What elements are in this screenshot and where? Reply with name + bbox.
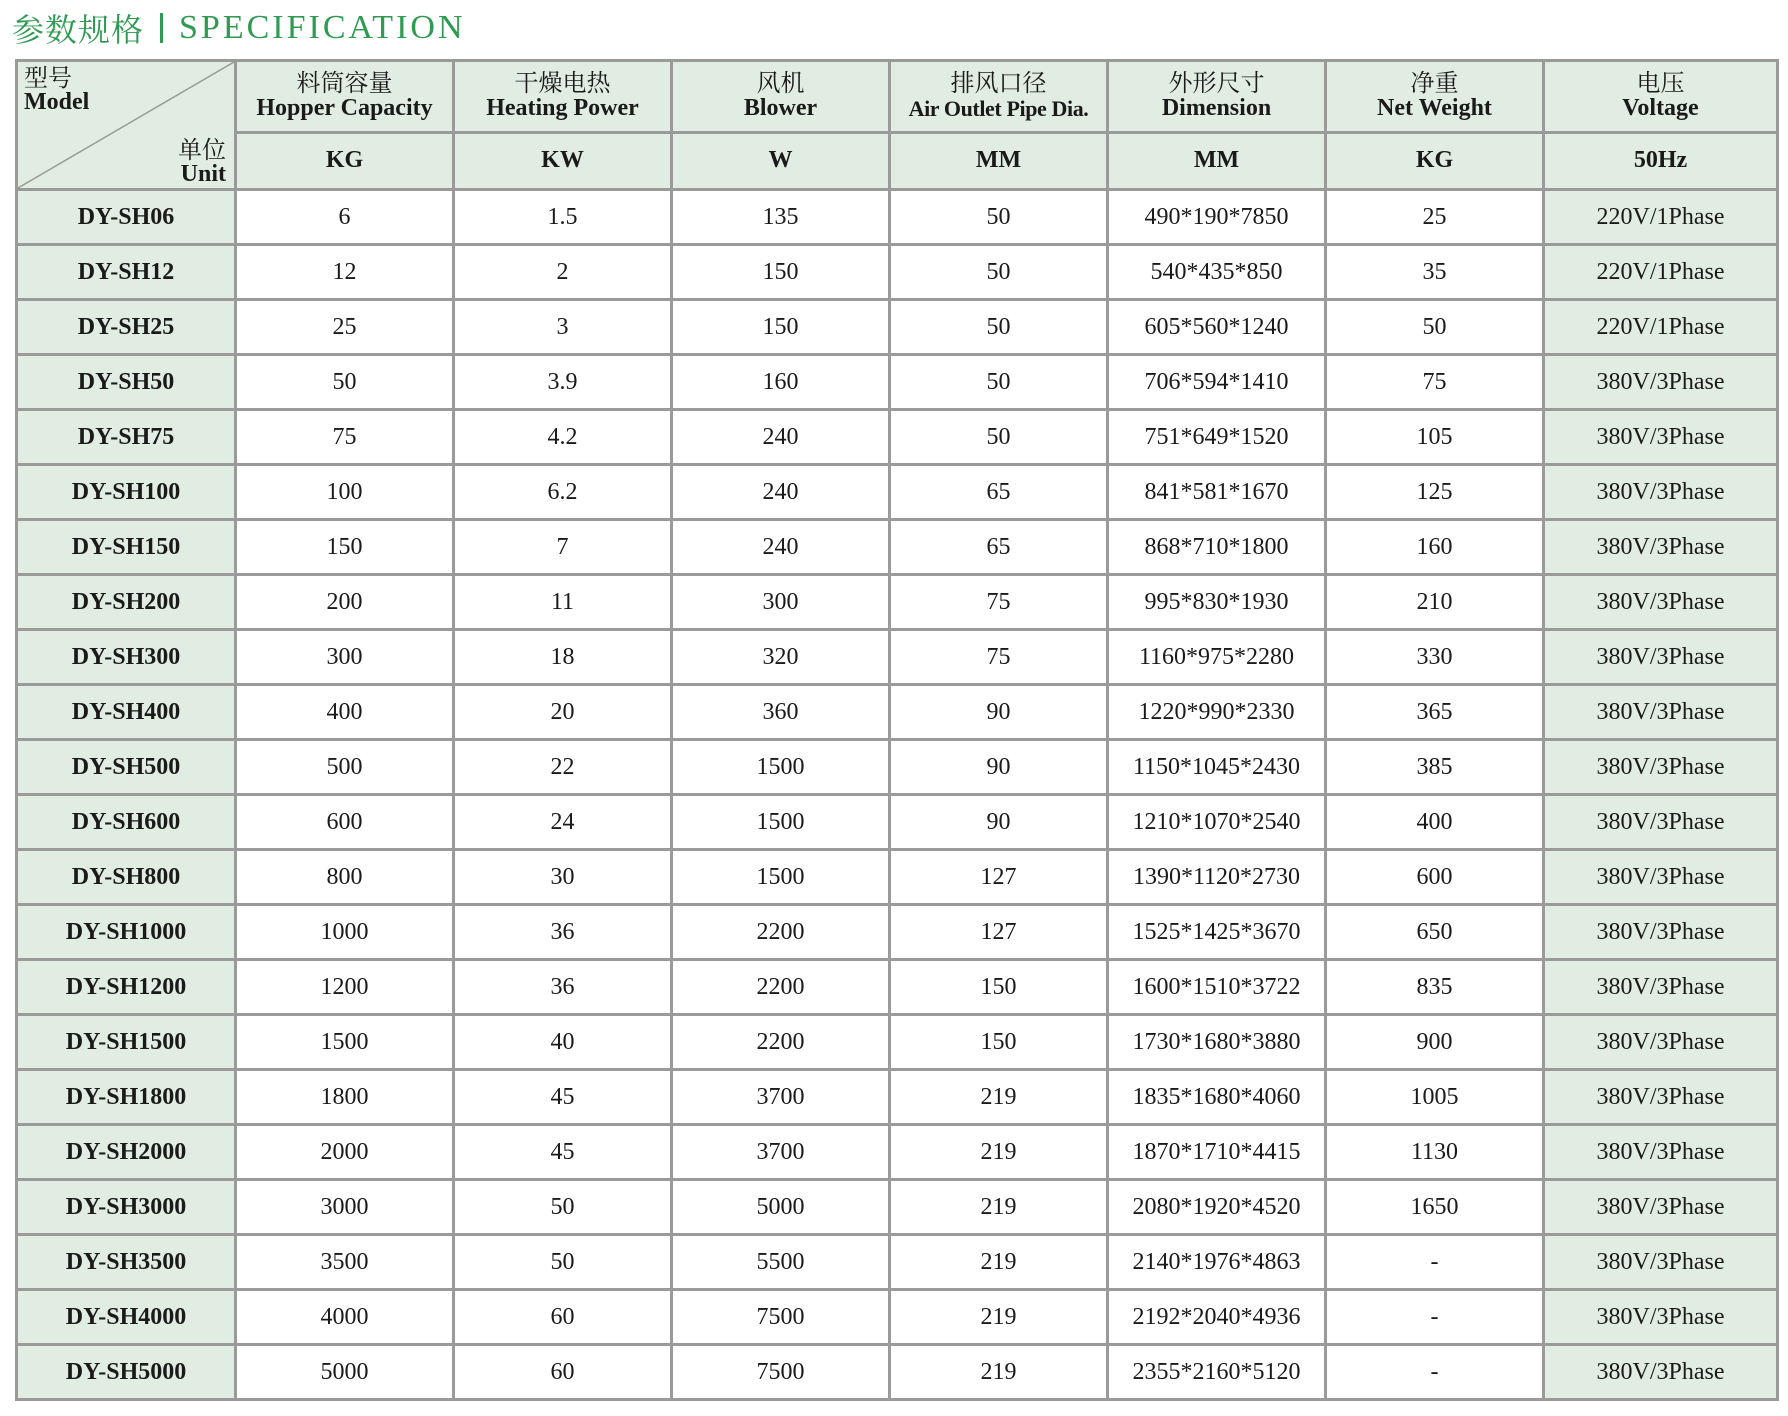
outlet-cell: 50 — [890, 355, 1108, 410]
weight-cell: - — [1326, 1290, 1544, 1345]
column-header-en: Dimension — [1161, 95, 1272, 122]
dimension-cell: 2080*1920*4520 — [1108, 1180, 1326, 1235]
model-cell: DY-SH3500 — [17, 1235, 236, 1290]
dimension-cell: 1390*1120*2730 — [1108, 850, 1326, 905]
header-row-units — [17, 132, 1778, 189]
title-zh: 参数规格 — [12, 11, 145, 49]
heating-cell: 7 — [454, 520, 672, 575]
capacity-cell: 1500 — [236, 1015, 454, 1070]
table-row — [17, 905, 1778, 960]
voltage-cell: 220V/1Phase — [1544, 245, 1778, 300]
table-row — [17, 465, 1778, 520]
voltage-cell: 380V/3Phase — [1544, 1070, 1778, 1125]
capacity-cell: 75 — [236, 410, 454, 465]
capacity-cell: 200 — [236, 575, 454, 630]
model-cell: DY-SH1500 — [17, 1015, 236, 1070]
voltage-cell: 380V/3Phase — [1544, 795, 1778, 850]
blower-cell: 300 — [672, 575, 890, 630]
outlet-cell: 219 — [890, 1235, 1108, 1290]
dimension-cell: 1210*1070*2540 — [1108, 795, 1326, 850]
heating-cell: 40 — [454, 1015, 672, 1070]
column-header-zh: 干燥电热 — [514, 69, 611, 98]
blower-cell: 2200 — [672, 960, 890, 1015]
voltage-cell: 380V/3Phase — [1544, 575, 1778, 630]
dimension-cell: 1220*990*2330 — [1108, 685, 1326, 740]
blower-cell: 3700 — [672, 1070, 890, 1125]
blower-cell: 360 — [672, 685, 890, 740]
heating-cell: 20 — [454, 685, 672, 740]
capacity-cell: 25 — [236, 300, 454, 355]
table-row — [17, 1070, 1778, 1125]
weight-cell: 210 — [1326, 575, 1544, 630]
voltage-cell: 380V/3Phase — [1544, 1235, 1778, 1290]
heating-cell: 3 — [454, 300, 672, 355]
voltage-cell: 380V/3Phase — [1544, 1345, 1778, 1400]
heating-cell: 30 — [454, 850, 672, 905]
dimension-cell: 1150*1045*2430 — [1108, 740, 1326, 795]
model-cell: DY-SH600 — [17, 795, 236, 850]
table-row — [17, 1345, 1778, 1400]
column-header-en: Net Weight — [1377, 95, 1492, 122]
dimension-cell: 995*830*1930 — [1108, 575, 1326, 630]
weight-cell: 105 — [1326, 410, 1544, 465]
weight-cell: 900 — [1326, 1015, 1544, 1070]
table-row — [17, 1290, 1778, 1345]
column-header — [1326, 61, 1544, 133]
spec-table-header — [17, 61, 1778, 190]
blower-cell: 5500 — [672, 1235, 890, 1290]
blower-cell: 7500 — [672, 1290, 890, 1345]
capacity-cell: 2000 — [236, 1125, 454, 1180]
heating-cell: 36 — [454, 960, 672, 1015]
capacity-cell: 500 — [236, 740, 454, 795]
page-title — [12, 6, 466, 50]
table-row — [17, 630, 1778, 685]
title-separator — [160, 13, 163, 43]
column-header-zh: 料筒容量 — [296, 69, 393, 98]
dimension-cell: 2140*1976*4863 — [1108, 1235, 1326, 1290]
column-unit: MM — [890, 132, 1108, 189]
column-header-zh: 电压 — [1636, 69, 1685, 98]
heating-cell: 6.2 — [454, 465, 672, 520]
model-cell: DY-SH200 — [17, 575, 236, 630]
voltage-cell: 380V/3Phase — [1544, 1180, 1778, 1235]
corner-cell — [17, 61, 236, 190]
dimension-cell: 706*594*1410 — [1108, 355, 1326, 410]
table-row — [17, 300, 1778, 355]
blower-cell: 1500 — [672, 740, 890, 795]
header-row-names — [17, 61, 1778, 133]
spec-table — [15, 59, 1779, 1401]
weight-cell: 160 — [1326, 520, 1544, 575]
capacity-cell: 800 — [236, 850, 454, 905]
spec-table-body — [17, 190, 1778, 1400]
outlet-cell: 219 — [890, 1125, 1108, 1180]
dimension-cell: 540*435*850 — [1108, 245, 1326, 300]
outlet-cell: 219 — [890, 1345, 1108, 1400]
capacity-cell: 5000 — [236, 1345, 454, 1400]
column-header-en: Hopper Capacity — [256, 95, 433, 122]
table-row — [17, 575, 1778, 630]
table-row — [17, 795, 1778, 850]
heating-cell: 1.5 — [454, 190, 672, 245]
outlet-cell: 150 — [890, 960, 1108, 1015]
column-header-en: Voltage — [1622, 95, 1699, 122]
model-cell: DY-SH50 — [17, 355, 236, 410]
heating-cell: 11 — [454, 575, 672, 630]
voltage-cell: 380V/3Phase — [1544, 355, 1778, 410]
dimension-cell: 868*710*1800 — [1108, 520, 1326, 575]
model-cell: DY-SH1200 — [17, 960, 236, 1015]
table-row — [17, 190, 1778, 245]
model-cell: DY-SH12 — [17, 245, 236, 300]
column-header-zh: 净重 — [1410, 69, 1459, 98]
weight-cell: 835 — [1326, 960, 1544, 1015]
column-header — [1108, 61, 1326, 133]
heating-cell: 60 — [454, 1345, 672, 1400]
corner-unit-label — [178, 138, 226, 186]
model-cell: DY-SH150 — [17, 520, 236, 575]
capacity-cell: 3500 — [236, 1235, 454, 1290]
weight-cell: 600 — [1326, 850, 1544, 905]
heating-cell: 24 — [454, 795, 672, 850]
dimension-cell: 490*190*7850 — [1108, 190, 1326, 245]
heating-cell: 4.2 — [454, 410, 672, 465]
table-row — [17, 1235, 1778, 1290]
outlet-cell: 50 — [890, 410, 1108, 465]
voltage-cell: 380V/3Phase — [1544, 1290, 1778, 1345]
heating-cell: 60 — [454, 1290, 672, 1345]
column-header — [1544, 61, 1778, 133]
weight-cell: 1005 — [1326, 1070, 1544, 1125]
voltage-cell: 380V/3Phase — [1544, 410, 1778, 465]
table-row — [17, 685, 1778, 740]
blower-cell: 240 — [672, 465, 890, 520]
dimension-cell: 1835*1680*4060 — [1108, 1070, 1326, 1125]
capacity-cell: 1200 — [236, 960, 454, 1015]
blower-cell: 240 — [672, 520, 890, 575]
dimension-cell: 2192*2040*4936 — [1108, 1290, 1326, 1345]
heating-cell: 3.9 — [454, 355, 672, 410]
voltage-cell: 380V/3Phase — [1544, 1015, 1778, 1070]
blower-cell: 135 — [672, 190, 890, 245]
outlet-cell: 50 — [890, 300, 1108, 355]
outlet-cell: 127 — [890, 905, 1108, 960]
capacity-cell: 4000 — [236, 1290, 454, 1345]
dimension-cell: 1160*975*2280 — [1108, 630, 1326, 685]
voltage-cell: 380V/3Phase — [1544, 630, 1778, 685]
voltage-cell: 380V/3Phase — [1544, 905, 1778, 960]
voltage-cell: 380V/3Phase — [1544, 1125, 1778, 1180]
column-header-en: Air Outlet Pipe Dia. — [908, 96, 1089, 122]
model-cell: DY-SH5000 — [17, 1345, 236, 1400]
capacity-cell: 300 — [236, 630, 454, 685]
blower-cell: 5000 — [672, 1180, 890, 1235]
blower-cell: 2200 — [672, 1015, 890, 1070]
column-header-en: Heating Power — [486, 95, 639, 122]
outlet-cell: 219 — [890, 1070, 1108, 1125]
table-row — [17, 740, 1778, 795]
capacity-cell: 150 — [236, 520, 454, 575]
weight-cell: - — [1326, 1345, 1544, 1400]
table-row — [17, 850, 1778, 905]
outlet-cell: 65 — [890, 520, 1108, 575]
table-row — [17, 355, 1778, 410]
dimension-cell: 605*560*1240 — [1108, 300, 1326, 355]
outlet-cell: 219 — [890, 1180, 1108, 1235]
column-unit: KW — [454, 132, 672, 189]
outlet-cell: 219 — [890, 1290, 1108, 1345]
voltage-cell: 220V/1Phase — [1544, 190, 1778, 245]
capacity-cell: 100 — [236, 465, 454, 520]
column-header — [890, 61, 1108, 133]
corner-unit-en: Unit — [180, 161, 226, 187]
blower-cell: 240 — [672, 410, 890, 465]
model-cell: DY-SH25 — [17, 300, 236, 355]
column-unit: MM — [1108, 132, 1326, 189]
blower-cell: 150 — [672, 245, 890, 300]
outlet-cell: 90 — [890, 795, 1108, 850]
table-row — [17, 1180, 1778, 1235]
column-header — [236, 61, 454, 133]
title-en: SPECIFICATION — [179, 9, 466, 46]
dimension-cell: 1600*1510*3722 — [1108, 960, 1326, 1015]
weight-cell: - — [1326, 1235, 1544, 1290]
blower-cell: 150 — [672, 300, 890, 355]
model-cell: DY-SH3000 — [17, 1180, 236, 1235]
voltage-cell: 380V/3Phase — [1544, 740, 1778, 795]
outlet-cell: 90 — [890, 740, 1108, 795]
capacity-cell: 50 — [236, 355, 454, 410]
column-header — [672, 61, 890, 133]
blower-cell: 160 — [672, 355, 890, 410]
column-unit: W — [672, 132, 890, 189]
outlet-cell: 65 — [890, 465, 1108, 520]
dimension-cell: 1870*1710*4415 — [1108, 1125, 1326, 1180]
column-header-zh: 风机 — [756, 69, 805, 98]
dimension-cell: 841*581*1670 — [1108, 465, 1326, 520]
table-row — [17, 1015, 1778, 1070]
weight-cell: 365 — [1326, 685, 1544, 740]
model-cell: DY-SH800 — [17, 850, 236, 905]
column-unit: KG — [236, 132, 454, 189]
model-cell: DY-SH75 — [17, 410, 236, 465]
column-unit: 50Hz — [1544, 132, 1778, 189]
weight-cell: 330 — [1326, 630, 1544, 685]
column-header-zh: 排风口径 — [950, 69, 1047, 98]
voltage-cell: 220V/1Phase — [1544, 300, 1778, 355]
table-row — [17, 960, 1778, 1015]
outlet-cell: 127 — [890, 850, 1108, 905]
weight-cell: 75 — [1326, 355, 1544, 410]
blower-cell: 7500 — [672, 1345, 890, 1400]
capacity-cell: 1800 — [236, 1070, 454, 1125]
outlet-cell: 75 — [890, 630, 1108, 685]
outlet-cell: 150 — [890, 1015, 1108, 1070]
weight-cell: 1650 — [1326, 1180, 1544, 1235]
model-cell: DY-SH4000 — [17, 1290, 236, 1345]
model-cell: DY-SH1000 — [17, 905, 236, 960]
model-cell: DY-SH400 — [17, 685, 236, 740]
voltage-cell: 380V/3Phase — [1544, 520, 1778, 575]
weight-cell: 25 — [1326, 190, 1544, 245]
corner-model-zh: 型号 — [24, 64, 72, 92]
capacity-cell: 1000 — [236, 905, 454, 960]
blower-cell: 2200 — [672, 905, 890, 960]
voltage-cell: 380V/3Phase — [1544, 465, 1778, 520]
dimension-cell: 2355*2160*5120 — [1108, 1345, 1326, 1400]
capacity-cell: 3000 — [236, 1180, 454, 1235]
weight-cell: 35 — [1326, 245, 1544, 300]
heating-cell: 50 — [454, 1235, 672, 1290]
voltage-cell: 380V/3Phase — [1544, 685, 1778, 740]
voltage-cell: 380V/3Phase — [1544, 850, 1778, 905]
heating-cell: 36 — [454, 905, 672, 960]
outlet-cell: 50 — [890, 190, 1108, 245]
capacity-cell: 600 — [236, 795, 454, 850]
blower-cell: 3700 — [672, 1125, 890, 1180]
heating-cell: 22 — [454, 740, 672, 795]
table-row — [17, 1125, 1778, 1180]
column-unit: KG — [1326, 132, 1544, 189]
column-header-zh: 外形尺寸 — [1168, 69, 1265, 98]
heating-cell: 45 — [454, 1070, 672, 1125]
table-row — [17, 410, 1778, 465]
model-cell: DY-SH500 — [17, 740, 236, 795]
dimension-cell: 1525*1425*3670 — [1108, 905, 1326, 960]
blower-cell: 1500 — [672, 795, 890, 850]
corner-unit-zh: 单位 — [178, 136, 226, 164]
heating-cell: 50 — [454, 1180, 672, 1235]
weight-cell: 400 — [1326, 795, 1544, 850]
column-header-en: Blower — [743, 95, 818, 122]
corner-model-label — [24, 66, 89, 114]
outlet-cell: 90 — [890, 685, 1108, 740]
table-row — [17, 520, 1778, 575]
heating-cell: 18 — [454, 630, 672, 685]
capacity-cell: 6 — [236, 190, 454, 245]
model-cell: DY-SH1800 — [17, 1070, 236, 1125]
model-cell: DY-SH100 — [17, 465, 236, 520]
weight-cell: 1130 — [1326, 1125, 1544, 1180]
weight-cell: 385 — [1326, 740, 1544, 795]
table-row — [17, 245, 1778, 300]
weight-cell: 650 — [1326, 905, 1544, 960]
model-cell: DY-SH300 — [17, 630, 236, 685]
capacity-cell: 400 — [236, 685, 454, 740]
model-cell: DY-SH2000 — [17, 1125, 236, 1180]
weight-cell: 50 — [1326, 300, 1544, 355]
heating-cell: 45 — [454, 1125, 672, 1180]
blower-cell: 320 — [672, 630, 890, 685]
outlet-cell: 50 — [890, 245, 1108, 300]
weight-cell: 125 — [1326, 465, 1544, 520]
capacity-cell: 12 — [236, 245, 454, 300]
dimension-cell: 751*649*1520 — [1108, 410, 1326, 465]
outlet-cell: 75 — [890, 575, 1108, 630]
blower-cell: 1500 — [672, 850, 890, 905]
heating-cell: 2 — [454, 245, 672, 300]
corner-model-en: Model — [24, 89, 90, 115]
column-header — [454, 61, 672, 133]
voltage-cell: 380V/3Phase — [1544, 960, 1778, 1015]
model-cell: DY-SH06 — [17, 190, 236, 245]
dimension-cell: 1730*1680*3880 — [1108, 1015, 1326, 1070]
